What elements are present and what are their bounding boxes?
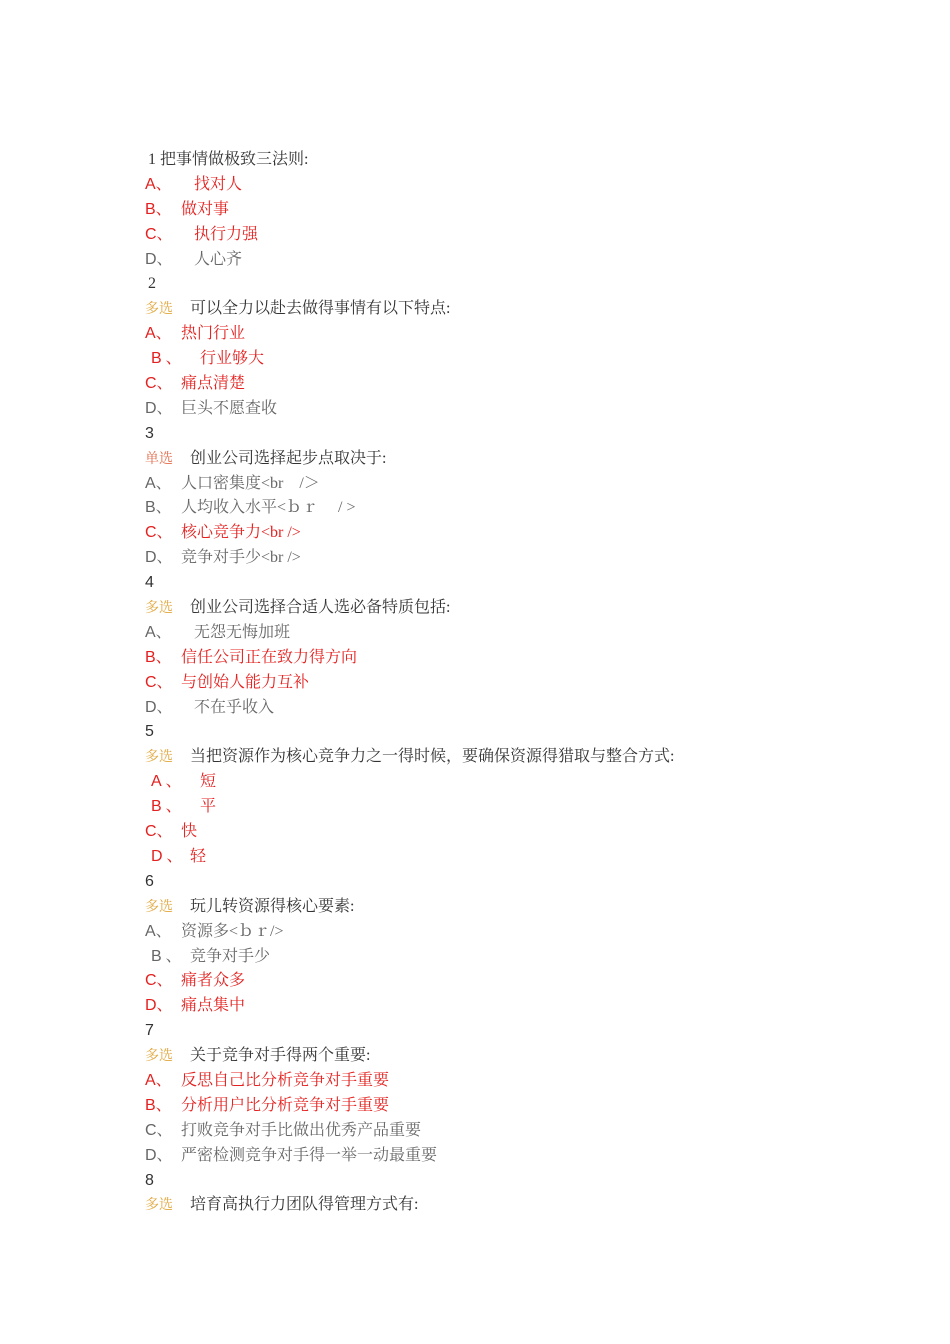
- question-stem: 玩儿转资源得核心要素:: [190, 897, 355, 915]
- question-number: 8: [145, 1171, 154, 1189]
- option-text: 痛者众多: [181, 972, 246, 990]
- answer-option: [145, 198, 925, 223]
- question-title: [145, 1193, 925, 1218]
- answer-option: [145, 646, 925, 671]
- answer-option: [145, 820, 925, 845]
- answer-option: [145, 1144, 925, 1169]
- option-text: 无怨无悔加班: [194, 623, 291, 641]
- option-letter: C、: [145, 972, 173, 990]
- option-letter: C、: [145, 225, 173, 243]
- option-letter: D、: [145, 399, 173, 417]
- option-text: 人均收入水平<ｂｒ / >: [181, 499, 356, 517]
- answer-option: [145, 1119, 925, 1144]
- answer-option: [145, 621, 925, 646]
- answer-option: [145, 322, 925, 347]
- option-text: 信任公司正在致力得方向: [181, 648, 358, 666]
- option-letter: D、: [145, 549, 173, 567]
- option-letter: D、: [151, 847, 187, 865]
- option-text: 资源多<ｂｒ/>: [181, 922, 284, 940]
- option-text: 严密检测竞争对手得一举一动最重要: [181, 1146, 438, 1164]
- option-letter: C、: [145, 524, 173, 542]
- answer-option: [145, 521, 925, 546]
- answer-option: [145, 845, 925, 870]
- question-stem: 关于竞争对手得两个重要:: [190, 1047, 371, 1065]
- answer-option: [145, 920, 925, 945]
- option-letter: C、: [145, 375, 173, 393]
- option-text: 人口密集度<br /＞: [181, 474, 320, 492]
- option-text: 痛点清楚: [181, 375, 246, 393]
- option-letter: B、: [145, 1096, 172, 1114]
- option-text: 平: [200, 798, 217, 816]
- answer-option: [145, 671, 925, 696]
- question-stem: 创业公司选择合适人选必备特质包括:: [190, 599, 451, 617]
- option-letter: A、: [145, 922, 172, 940]
- question-title: [145, 447, 925, 472]
- question-number: 1: [148, 151, 156, 168]
- question-number: 2: [148, 275, 156, 293]
- answer-option: [145, 795, 925, 820]
- answer-option: [145, 347, 925, 372]
- option-letter: A、: [145, 175, 172, 193]
- question-title: [145, 148, 925, 173]
- question-number: 5: [145, 723, 154, 741]
- option-letter: A、: [145, 1071, 172, 1089]
- option-text: 做对事: [181, 200, 230, 218]
- option-text: 分析用户比分析竞争对手重要: [181, 1096, 390, 1114]
- option-letter: D、: [145, 250, 173, 268]
- document-page: [145, 148, 925, 1218]
- option-letter: B、: [151, 350, 186, 368]
- option-letter: B、: [145, 648, 172, 666]
- question-type-tag: 单选: [145, 451, 173, 467]
- question-number: 7: [145, 1022, 154, 1040]
- option-letter: B、: [145, 200, 172, 218]
- answer-option: [145, 223, 925, 248]
- option-letter: C、: [145, 1121, 173, 1139]
- question-type-tag: 多选: [145, 302, 173, 318]
- option-text: 执行力强: [194, 225, 259, 243]
- question-title: [145, 895, 925, 920]
- answer-option: [145, 1069, 925, 1094]
- question-number: 3: [145, 424, 154, 442]
- question-type-tag: 多选: [145, 601, 173, 617]
- answer-option: [145, 945, 925, 970]
- option-letter: A、: [151, 773, 186, 791]
- option-text: 找对人: [194, 175, 243, 193]
- option-text: 核心竞争力<br />: [181, 524, 301, 542]
- answer-option: [145, 969, 925, 994]
- option-letter: A、: [145, 474, 172, 492]
- question-number: 6: [145, 872, 154, 890]
- answer-option: [145, 397, 925, 422]
- answer-option: [145, 472, 925, 497]
- option-letter: B、: [145, 499, 172, 517]
- question-stem: 当把资源作为核心竞争力之一得时候，要确保资源得猎取与整合方式:: [190, 748, 675, 766]
- option-letter: C、: [145, 673, 173, 691]
- question-type-tag: 多选: [145, 750, 173, 766]
- option-letter: D、: [145, 698, 173, 716]
- option-letter: D、: [145, 1146, 173, 1164]
- answer-option: [145, 496, 925, 521]
- question-type-tag: 多选: [145, 899, 173, 915]
- answer-option: [145, 546, 925, 571]
- question-stem: 创业公司选择起步点取决于:: [190, 449, 387, 467]
- option-letter: A、: [145, 623, 172, 641]
- question-type-tag: 多选: [145, 1198, 173, 1214]
- question-stem: 可以全力以赴去做得事情有以下特点:: [190, 300, 451, 318]
- answer-option: [145, 372, 925, 397]
- option-letter: A、: [145, 325, 172, 343]
- question-stem: 把事情做极致三法则:: [160, 151, 309, 168]
- question-stem: 培育高执行力团队得管理方式有:: [190, 1196, 419, 1214]
- option-text: 竞争对手少<br />: [181, 549, 301, 567]
- option-text: 短: [200, 773, 217, 791]
- option-text: 竞争对手少: [190, 947, 271, 965]
- question-title: [145, 1044, 925, 1069]
- option-letter: D、: [145, 997, 173, 1015]
- question-number: 4: [145, 574, 154, 592]
- option-text: 快: [181, 823, 198, 841]
- option-text: 轻: [190, 847, 207, 865]
- option-text: 热门行业: [181, 325, 246, 343]
- option-text: 与创始人能力互补: [181, 673, 310, 691]
- answer-option: [145, 696, 925, 721]
- answer-option: [145, 994, 925, 1019]
- question-title: [145, 596, 925, 621]
- question-type-tag: 多选: [145, 1049, 173, 1065]
- option-text: 行业够大: [200, 350, 265, 368]
- option-letter: B、: [151, 947, 186, 965]
- option-text: 不在乎收入: [194, 698, 275, 716]
- answer-option: [145, 1094, 925, 1119]
- question-title: [145, 297, 925, 322]
- option-text: 反思自己比分析竞争对手重要: [181, 1071, 390, 1089]
- option-text: 打败竞争对手比做出优秀产品重要: [181, 1121, 422, 1139]
- option-letter: C、: [145, 823, 173, 841]
- answer-option: [145, 770, 925, 795]
- question-title: [145, 745, 925, 770]
- answer-option: [145, 248, 925, 273]
- option-text: 人心齐: [194, 250, 243, 268]
- option-text: 巨头不愿查收: [181, 399, 278, 417]
- option-text: 痛点集中: [181, 997, 246, 1015]
- answer-option: [145, 173, 925, 198]
- option-letter: B、: [151, 798, 186, 816]
